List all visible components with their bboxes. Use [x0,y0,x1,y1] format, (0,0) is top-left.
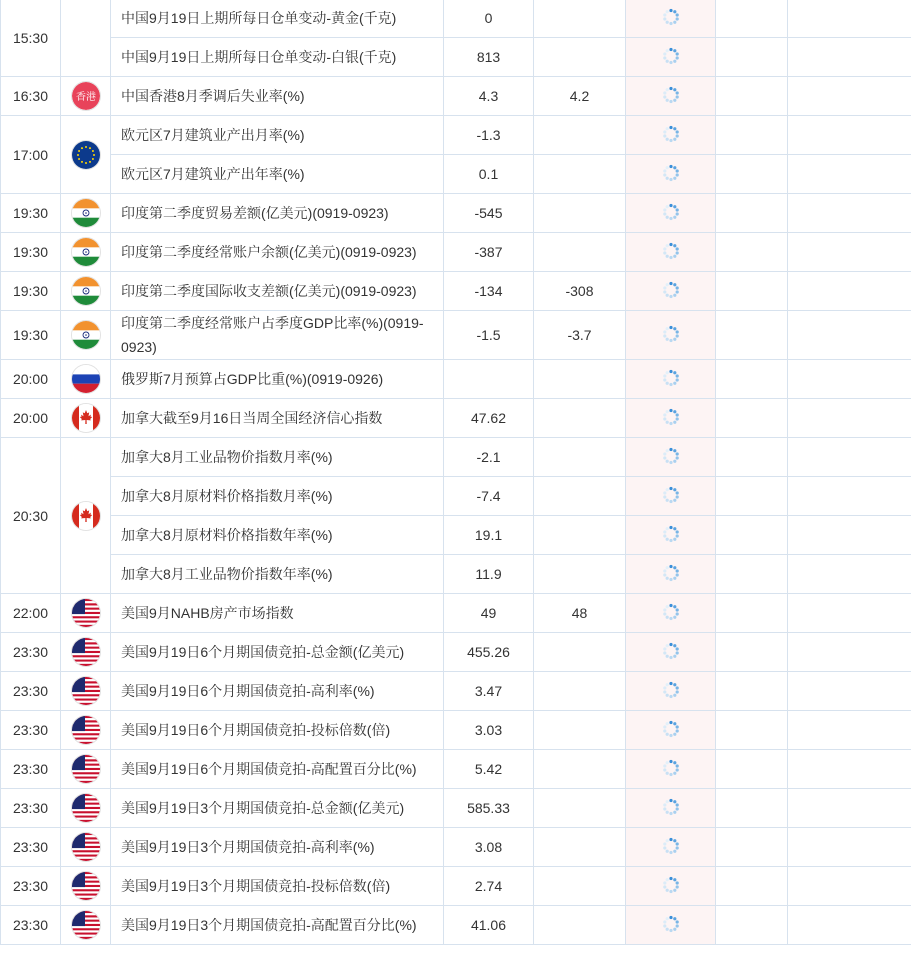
extra-cell [788,233,911,272]
indicator-name[interactable]: 加拿大截至9月16日当周全国经济信心指数 [111,399,444,438]
indicator-name[interactable]: 加拿大8月工业品物价指数年率(%) [111,555,444,594]
loading-icon [662,8,680,29]
extra-cell [788,360,911,399]
importance-cell [716,194,788,233]
country-flag-cell [61,672,111,711]
table-row[interactable] [1,77,911,116]
indicator-name[interactable]: 中国9月19日上期所每日仓单变动-白银(千克) [111,38,444,77]
canada-flag-icon [72,404,100,432]
forecast-value [534,633,626,672]
loading-icon [662,242,680,263]
forecast-value [534,116,626,155]
actual-value [626,155,716,194]
importance-cell [716,750,788,789]
hong-kong-flag-icon [72,82,100,110]
importance-cell [716,399,788,438]
event-time: 23:30 [1,828,61,867]
extra-cell [788,633,911,672]
indicator-name[interactable]: 美国9月19日3个月期国债竞拍-总金额(亿美元) [111,789,444,828]
forecast-value [534,155,626,194]
extra-cell [788,516,911,555]
indicator-name[interactable]: 美国9月19日3个月期国债竞拍-高利率(%) [111,828,444,867]
importance-cell [716,672,788,711]
hong-kong-flag-label: 香港 [75,92,96,103]
india-flag-icon [72,277,100,305]
forecast-value [534,233,626,272]
table-row[interactable] [1,477,911,516]
actual-value [626,233,716,272]
loading-icon [662,408,680,429]
forecast-value [534,828,626,867]
us-flag-icon [72,911,100,939]
country-flag-cell [61,828,111,867]
extra-cell [788,789,911,828]
forecast-value [534,360,626,399]
previous-value: 2.74 [444,867,534,906]
loading-icon [662,203,680,224]
indicator-name[interactable]: 俄罗斯7月预算占GDP比重(%)(0919-0926) [111,360,444,399]
table-row[interactable] [1,750,911,789]
actual-value [626,516,716,555]
table-row[interactable] [1,272,911,311]
importance-cell [716,906,788,945]
forecast-value [534,516,626,555]
forecast-value [534,867,626,906]
event-time: 19:30 [1,233,61,272]
loading-icon [662,281,680,302]
importance-cell [716,233,788,272]
forecast-value: -308 [534,272,626,311]
importance-cell [716,867,788,906]
table-row[interactable] [1,828,911,867]
extra-cell [788,38,911,77]
eu-flag-icon [72,141,100,169]
event-time: 19:30 [1,272,61,311]
previous-value: 585.33 [444,789,534,828]
table-row[interactable] [1,194,911,233]
extra-cell [788,194,911,233]
previous-value: 3.03 [444,711,534,750]
table-row[interactable] [1,633,911,672]
table-row[interactable] [1,399,911,438]
importance-cell [716,477,788,516]
forecast-value [534,399,626,438]
table-row[interactable] [1,867,911,906]
forecast-value [534,194,626,233]
actual-value [626,789,716,828]
forecast-value [534,711,626,750]
indicator-name[interactable]: 美国9月19日3个月期国债竞拍-高配置百分比(%) [111,906,444,945]
table-row[interactable] [1,0,911,38]
forecast-value [534,477,626,516]
previous-value: -7.4 [444,477,534,516]
previous-value: -134 [444,272,534,311]
event-time: 23:30 [1,633,61,672]
indicator-name[interactable]: 加拿大8月原材料价格指数月率(%) [111,477,444,516]
actual-value [626,0,716,38]
loading-icon [662,486,680,507]
table-row[interactable] [1,906,911,945]
loading-icon [662,837,680,858]
forecast-value: 48 [534,594,626,633]
table-row[interactable] [1,116,911,155]
importance-cell [716,711,788,750]
india-flag-icon [72,238,100,266]
forecast-value [534,38,626,77]
event-time: 23:30 [1,750,61,789]
forecast-value [534,906,626,945]
country-flag-cell [61,750,111,789]
extra-cell [788,272,911,311]
russia-flag-icon [72,365,100,393]
previous-value: 813 [444,38,534,77]
previous-value: 4.3 [444,77,534,116]
previous-value: 5.42 [444,750,534,789]
table-row[interactable] [1,672,911,711]
country-flag-cell [61,594,111,633]
forecast-value [534,0,626,38]
event-time: 22:00 [1,594,61,633]
indicator-name[interactable]: 美国9月19日6个月期国债竞拍-投标倍数(倍) [111,711,444,750]
event-time: 23:30 [1,789,61,828]
table-row[interactable] [1,155,911,194]
extra-cell [788,77,911,116]
loading-icon [662,759,680,780]
event-time: 20:00 [1,399,61,438]
indicator-name[interactable]: 美国9月19日6个月期国债竞拍-高利率(%) [111,672,444,711]
previous-value: 0 [444,0,534,38]
canada-flag-icon [72,502,100,530]
country-flag-cell [61,711,111,750]
country-flag-cell [61,116,111,194]
forecast-value [534,750,626,789]
importance-cell [716,555,788,594]
extra-cell [788,555,911,594]
country-flag-cell [61,867,111,906]
country-flag-cell [61,0,111,77]
previous-value: 0.1 [444,155,534,194]
loading-icon [662,525,680,546]
importance-cell [716,155,788,194]
extra-cell [788,672,911,711]
actual-value [626,555,716,594]
loading-icon [662,915,680,936]
importance-cell [716,77,788,116]
us-flag-icon [72,638,100,666]
event-time: 23:30 [1,867,61,906]
previous-value: 41.06 [444,906,534,945]
us-flag-icon [72,599,100,627]
previous-value: -1.3 [444,116,534,155]
table-row[interactable] [1,711,911,750]
indicator-name[interactable]: 美国9月19日6个月期国债竞拍-高配置百分比(%) [111,750,444,789]
us-flag-icon [72,794,100,822]
actual-value [626,867,716,906]
actual-value [626,77,716,116]
importance-cell [716,0,788,38]
extra-cell [788,0,911,38]
extra-cell [788,711,911,750]
event-time: 20:00 [1,360,61,399]
importance-cell [716,828,788,867]
country-flag-cell [61,194,111,233]
event-time: 15:30 [1,0,61,77]
indicator-name[interactable]: 印度第二季度经常账户占季度GDP比率(%)(0919-0923) [111,311,444,360]
indicator-name[interactable]: 加拿大8月原材料价格指数年率(%) [111,516,444,555]
forecast-value [534,555,626,594]
importance-cell [716,438,788,477]
extra-cell [788,399,911,438]
actual-value [626,311,716,360]
extra-cell [788,750,911,789]
loading-icon [662,564,680,585]
extra-cell [788,477,911,516]
extra-cell [788,116,911,155]
forecast-value: 4.2 [534,77,626,116]
previous-value: 11.9 [444,555,534,594]
actual-value [626,360,716,399]
loading-icon [662,325,680,346]
previous-value: -2.1 [444,438,534,477]
table-row[interactable] [1,311,911,360]
forecast-value [534,438,626,477]
loading-icon [662,125,680,146]
calendar-body [1,0,911,945]
indicator-name[interactable]: 美国9月NAHB房产市场指数 [111,594,444,633]
indicator-name[interactable]: 中国9月19日上期所每日仓单变动-黄金(千克) [111,0,444,38]
extra-cell [788,594,911,633]
us-flag-icon [72,755,100,783]
previous-value [444,360,534,399]
india-flag-icon [72,199,100,227]
us-flag-icon [72,833,100,861]
loading-icon [662,86,680,107]
actual-value [626,477,716,516]
loading-icon [662,369,680,390]
indicator-name[interactable]: 加拿大8月工业品物价指数月率(%) [111,438,444,477]
table-row[interactable] [1,360,911,399]
country-flag-cell [61,438,111,594]
country-flag-cell [61,906,111,945]
loading-icon [662,642,680,663]
importance-cell [716,789,788,828]
previous-value: -1.5 [444,311,534,360]
actual-value [626,438,716,477]
loading-icon [662,681,680,702]
indicator-name[interactable]: 美国9月19日6个月期国债竞拍-总金额(亿美元) [111,633,444,672]
extra-cell [788,311,911,360]
loading-icon [662,447,680,468]
table-row[interactable] [1,789,911,828]
importance-cell [716,360,788,399]
table-row[interactable] [1,594,911,633]
country-flag-cell [61,311,111,360]
actual-value [626,906,716,945]
extra-cell [788,867,911,906]
indicator-name[interactable]: 欧元区7月建筑业产出年率(%) [111,155,444,194]
loading-icon [662,798,680,819]
table-row[interactable] [1,516,911,555]
us-flag-icon [72,677,100,705]
actual-value [626,116,716,155]
indicator-name[interactable]: 美国9月19日3个月期国债竞拍-投标倍数(倍) [111,867,444,906]
loading-icon [662,720,680,741]
actual-value [626,711,716,750]
importance-cell [716,594,788,633]
event-time: 19:30 [1,194,61,233]
previous-value: -545 [444,194,534,233]
importance-cell [716,311,788,360]
table-row[interactable] [1,555,911,594]
country-flag-cell [61,633,111,672]
extra-cell [788,155,911,194]
importance-cell [716,516,788,555]
loading-icon [662,47,680,68]
india-flag-icon [72,321,100,349]
actual-value [626,672,716,711]
forecast-value [534,672,626,711]
previous-value: 19.1 [444,516,534,555]
extra-cell [788,906,911,945]
country-flag-cell [61,360,111,399]
importance-cell [716,116,788,155]
table-row[interactable] [1,438,911,477]
country-flag-cell [61,77,111,116]
actual-value [626,750,716,789]
country-flag-cell [61,399,111,438]
actual-value [626,828,716,867]
actual-value [626,272,716,311]
extra-cell [788,438,911,477]
loading-icon [662,876,680,897]
previous-value: 3.47 [444,672,534,711]
loading-icon [662,603,680,624]
indicator-name[interactable]: 印度第二季度贸易差额(亿美元)(0919-0923) [111,194,444,233]
event-time: 19:30 [1,311,61,360]
country-flag-cell [61,789,111,828]
loading-icon [662,164,680,185]
event-time: 23:30 [1,672,61,711]
indicator-name[interactable]: 印度第二季度经常账户余额(亿美元)(0919-0923) [111,233,444,272]
previous-value: 455.26 [444,633,534,672]
previous-value: 47.62 [444,399,534,438]
previous-value: -387 [444,233,534,272]
event-time: 20:30 [1,438,61,594]
indicator-name[interactable]: 欧元区7月建筑业产出月率(%) [111,116,444,155]
country-flag-cell [61,233,111,272]
actual-value [626,194,716,233]
us-flag-icon [72,716,100,744]
indicator-name[interactable]: 中国香港8月季调后失业率(%) [111,77,444,116]
event-time: 23:30 [1,906,61,945]
forecast-value: -3.7 [534,311,626,360]
us-flag-icon [72,872,100,900]
importance-cell [716,272,788,311]
previous-value: 49 [444,594,534,633]
actual-value [626,594,716,633]
event-time: 16:30 [1,77,61,116]
previous-value: 3.08 [444,828,534,867]
forecast-value [534,789,626,828]
event-time: 17:00 [1,116,61,194]
actual-value [626,633,716,672]
importance-cell [716,38,788,77]
importance-cell [716,633,788,672]
indicator-name[interactable]: 印度第二季度国际收支差额(亿美元)(0919-0923) [111,272,444,311]
extra-cell [788,828,911,867]
country-flag-cell [61,272,111,311]
table-row[interactable] [1,233,911,272]
actual-value [626,399,716,438]
table-row[interactable] [1,38,911,77]
actual-value [626,38,716,77]
event-time: 23:30 [1,711,61,750]
